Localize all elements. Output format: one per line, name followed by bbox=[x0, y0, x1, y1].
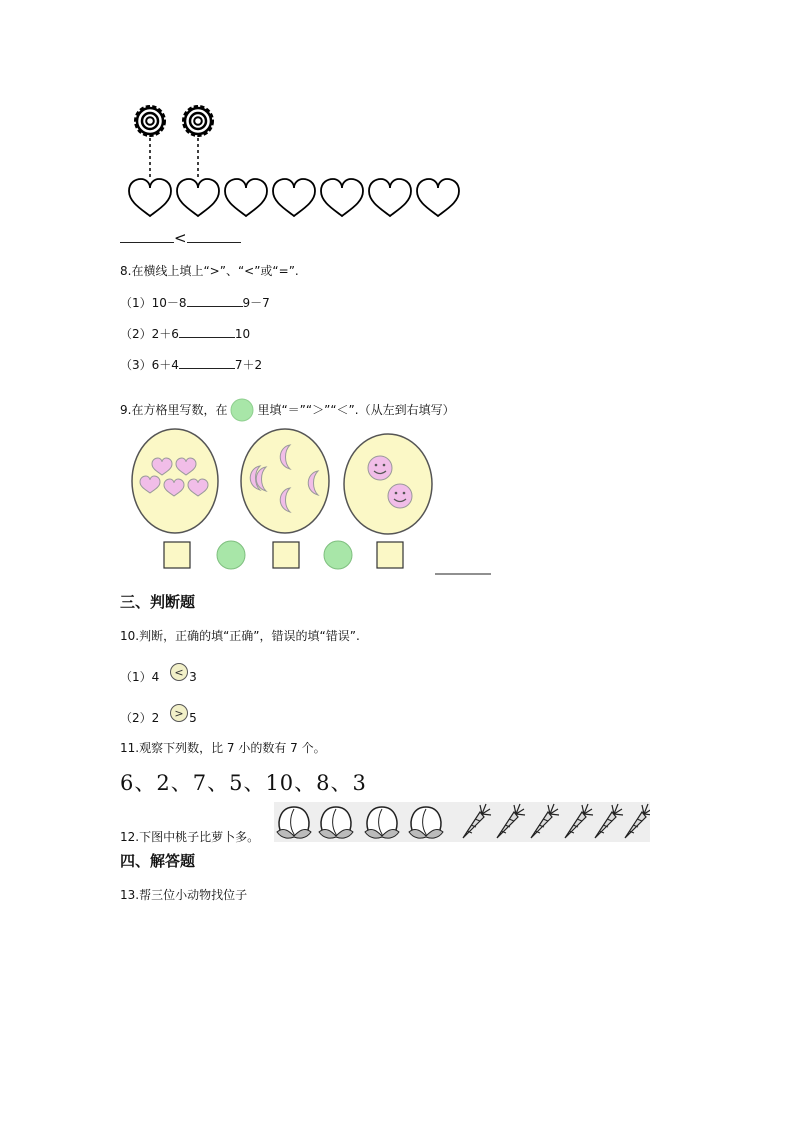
answer-blank[interactable] bbox=[120, 230, 174, 243]
question-9-title bbox=[120, 398, 455, 422]
item-number: （2） bbox=[120, 327, 152, 341]
svg-text:>: > bbox=[174, 707, 184, 720]
peach-icon bbox=[365, 807, 399, 838]
greater-than-circle-icon bbox=[169, 704, 189, 724]
answer-blank[interactable] bbox=[179, 356, 235, 369]
question-8-title: 8.在横线上填上“>”、“<”或“=”. bbox=[120, 264, 299, 278]
expression-left: 10－8 bbox=[151, 296, 187, 310]
expression-right: 7＋2 bbox=[234, 358, 263, 372]
peach-carrot-figure bbox=[274, 802, 650, 842]
answer-square[interactable] bbox=[273, 542, 299, 568]
compare-answer-line bbox=[120, 229, 241, 247]
flower-icon bbox=[184, 107, 213, 136]
expression-right: 10 bbox=[234, 327, 251, 341]
title-part: 9.在方格里写数，在 bbox=[120, 403, 228, 417]
expression-left: 6＋4 bbox=[151, 358, 179, 372]
number-right: 3 bbox=[189, 670, 197, 684]
question-8-item bbox=[120, 325, 250, 342]
item-number: （2） bbox=[120, 711, 152, 725]
number-sequence: 6、2、7、5、10、8、3 bbox=[120, 771, 367, 795]
heart-icon bbox=[321, 179, 363, 216]
answer-circle[interactable] bbox=[324, 541, 352, 569]
answer-circle[interactable] bbox=[217, 541, 245, 569]
question-9-figure bbox=[126, 426, 498, 578]
question-12-title: 12.下图中桃子比萝卜多。 bbox=[120, 830, 260, 844]
heart-icon bbox=[273, 179, 315, 216]
svg-text:<: < bbox=[174, 666, 184, 679]
question-10-item bbox=[120, 704, 197, 726]
heart-icon bbox=[177, 179, 219, 216]
expression-left: 2＋6 bbox=[151, 327, 179, 341]
item-number: （3） bbox=[120, 358, 152, 372]
less-than-circle-icon bbox=[169, 663, 189, 683]
number-left: 2 bbox=[151, 711, 160, 725]
less-than-symbol: < bbox=[174, 229, 187, 247]
title-part: 里填“＝”“＞”“＜”.（从左到右填写） bbox=[257, 403, 455, 417]
item-number: （1） bbox=[120, 296, 152, 310]
answer-square[interactable] bbox=[164, 542, 190, 568]
question-13-title: 13.帮三位小动物找位子 bbox=[120, 888, 248, 902]
question-8-item bbox=[120, 294, 270, 311]
flower-icon bbox=[136, 107, 165, 136]
peach-icon bbox=[409, 807, 443, 838]
smiley-icon bbox=[388, 484, 412, 508]
peach-icon bbox=[319, 807, 353, 838]
smiley-icon bbox=[368, 456, 392, 480]
number-right: 5 bbox=[189, 711, 197, 725]
expression-right: 9－7 bbox=[242, 296, 270, 310]
green-circle-icon bbox=[229, 398, 255, 422]
question-11-title: 11.观察下列数，比 7 小的数有 7 个。 bbox=[120, 741, 326, 755]
heart-icon bbox=[369, 179, 411, 216]
flower-heart-figure bbox=[118, 92, 468, 252]
section-4-heading: 四、解答题 bbox=[120, 852, 196, 870]
section-3-heading: 三、判断题 bbox=[120, 593, 196, 611]
peach-icon bbox=[277, 807, 311, 838]
item-number: （1） bbox=[120, 670, 152, 684]
answer-blank[interactable] bbox=[187, 230, 241, 243]
answer-blank[interactable] bbox=[179, 325, 235, 338]
answer-blank[interactable] bbox=[187, 294, 243, 307]
heart-icon bbox=[225, 179, 267, 216]
heart-icon bbox=[129, 179, 171, 216]
question-10-title: 10.判断，正确的填“正确”，错误的填“错误”. bbox=[120, 629, 360, 643]
group-oval bbox=[344, 434, 432, 534]
question-8-item bbox=[120, 356, 262, 373]
heart-icon bbox=[417, 179, 459, 216]
number-left: 4 bbox=[151, 670, 160, 684]
answer-square[interactable] bbox=[377, 542, 403, 568]
question-10-item bbox=[120, 663, 197, 685]
